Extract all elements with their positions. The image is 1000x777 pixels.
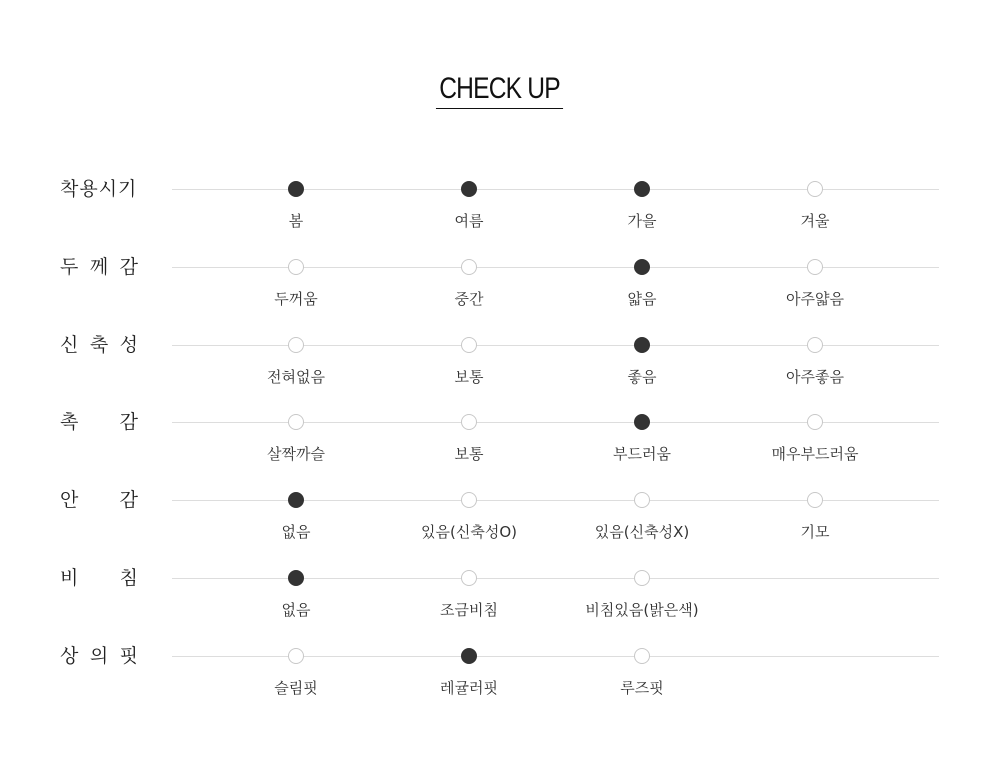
option-label: 살짝까슬: [267, 445, 325, 463]
checkup-row: [0, 256, 1000, 327]
unchecked-dot: [634, 648, 650, 664]
option-label: 루즈핏: [620, 679, 664, 697]
unchecked-dot: [461, 414, 477, 430]
row-label-char: 상: [60, 645, 79, 667]
row-label-char: 의: [89, 645, 109, 667]
row-label: [60, 488, 138, 512]
row-label: [60, 410, 138, 434]
unchecked-dot: [288, 414, 304, 430]
unchecked-dot: [461, 259, 477, 275]
row-label-char: 핏: [119, 645, 138, 667]
row-label-char: 감: [119, 489, 138, 511]
option-label: 얇음: [627, 290, 657, 308]
unchecked-dot: [288, 337, 304, 353]
option-label: 여름: [454, 212, 484, 230]
row-label-char: 두: [60, 256, 79, 278]
checked-dot: [461, 181, 477, 197]
option-label: 겨울: [800, 212, 830, 230]
option-label: 매우부드러움: [771, 445, 859, 463]
option-label: 레귤러핏: [440, 679, 498, 697]
checked-dot: [288, 570, 304, 586]
checkup-row: [0, 645, 1000, 716]
option-label: 부드러움: [613, 445, 671, 463]
checked-dot: [634, 181, 650, 197]
unchecked-dot: [288, 259, 304, 275]
option-label: 있음(신축성O): [421, 523, 517, 541]
option-label: 전혀없음: [267, 368, 325, 386]
option-label: 비침있음(밝은색): [585, 601, 699, 619]
checked-dot: [634, 259, 650, 275]
unchecked-dot: [634, 570, 650, 586]
option-label: 가을: [627, 212, 657, 230]
checkup-row: [0, 178, 1000, 249]
row-label-char: 비: [60, 567, 79, 589]
unchecked-dot: [807, 414, 823, 430]
option-label: 좋음: [627, 368, 657, 386]
row-label-char: 촉: [60, 411, 79, 433]
unchecked-dot: [807, 337, 823, 353]
option-label: 없음: [281, 601, 311, 619]
unchecked-dot: [807, 259, 823, 275]
checkup-row: [0, 489, 1000, 560]
row-label-char: 신: [60, 334, 79, 356]
row-label-char: 침: [119, 567, 138, 589]
checkup-row: [0, 567, 1000, 638]
checked-dot: [634, 337, 650, 353]
unchecked-dot: [634, 492, 650, 508]
option-label: 두꺼움: [274, 290, 318, 308]
checked-dot: [288, 492, 304, 508]
unchecked-dot: [807, 181, 823, 197]
option-label: 중간: [454, 290, 484, 308]
row-label: [60, 644, 138, 668]
checkup-row: [0, 411, 1000, 482]
option-label: 있음(신축성X): [594, 523, 690, 541]
row-label: 착용시기: [60, 178, 138, 200]
row-label-char: 감: [119, 411, 138, 433]
checked-dot: [288, 181, 304, 197]
option-label: 없음: [281, 523, 311, 541]
row-label-char: 감: [119, 256, 138, 278]
unchecked-dot: [288, 648, 304, 664]
checked-dot: [461, 648, 477, 664]
row-label-char: 안: [60, 489, 79, 511]
row-label: [60, 333, 138, 357]
row-label: [60, 566, 138, 590]
page-title: CHECK UP: [436, 72, 563, 109]
option-label: 아주얇음: [786, 290, 844, 308]
unchecked-dot: [461, 492, 477, 508]
option-label: 아주좋음: [786, 368, 844, 386]
unchecked-dot: [461, 337, 477, 353]
checkup-row: [0, 334, 1000, 405]
unchecked-dot: [461, 570, 477, 586]
option-label: 보통: [454, 368, 484, 386]
option-label: 기모: [800, 523, 830, 541]
row-label-char: 축: [89, 334, 109, 356]
row-label-char: 성: [119, 334, 138, 356]
option-label: 슬림핏: [274, 679, 318, 697]
option-label: 조금비침: [440, 601, 498, 619]
row-label: [60, 255, 138, 279]
unchecked-dot: [807, 492, 823, 508]
option-label: 보통: [454, 445, 484, 463]
checked-dot: [634, 414, 650, 430]
option-label: 봄: [288, 212, 304, 230]
row-label-char: 께: [89, 256, 109, 278]
